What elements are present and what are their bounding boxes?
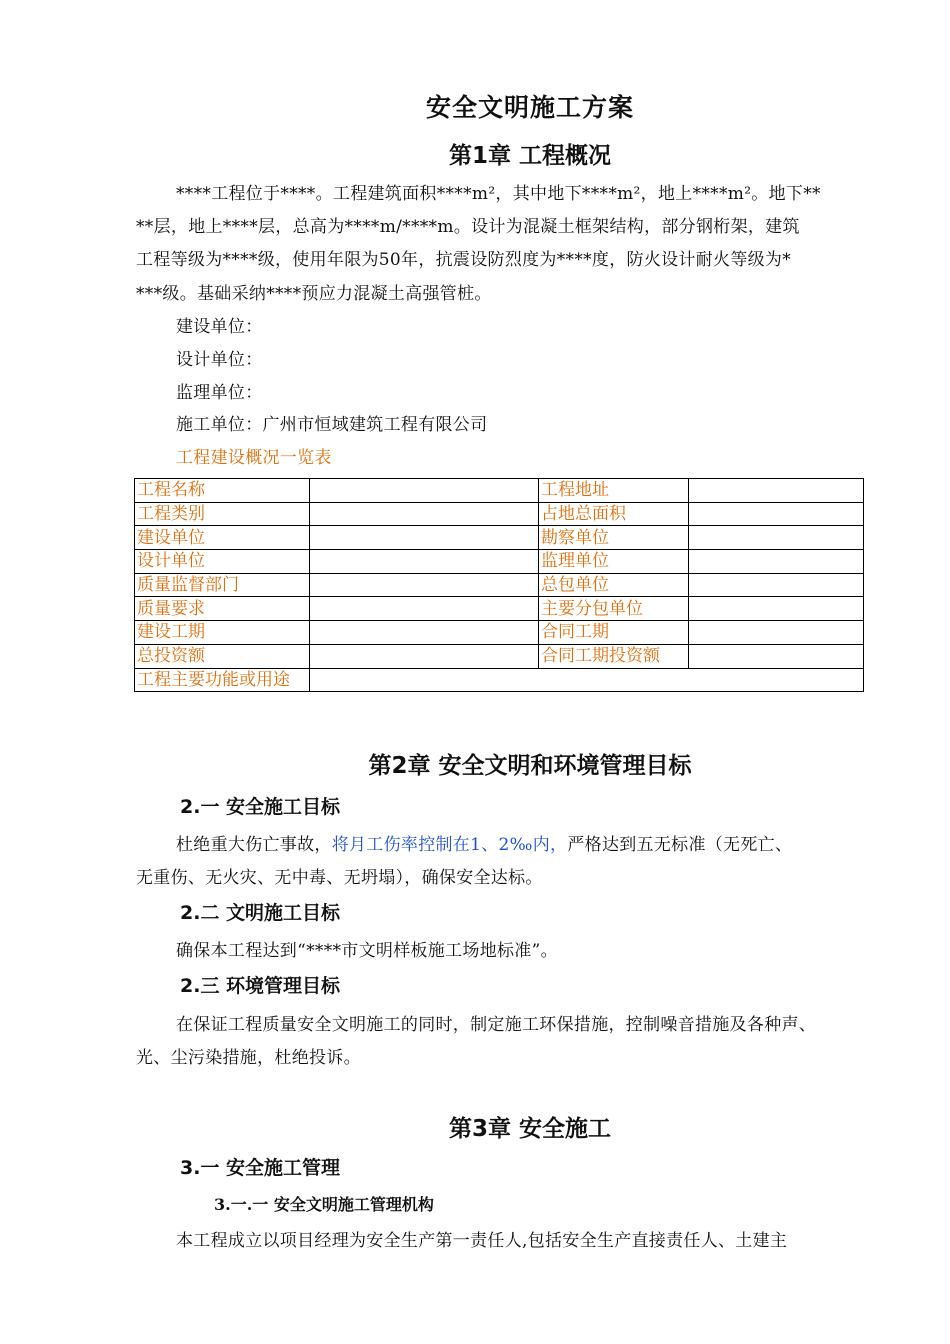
unit-contractor: 施工单位：广州市恒域建筑工程有限公司 <box>176 415 488 435</box>
subsection-3-1-1-heading: 3.一.一 安全文明施工管理机构 <box>214 1195 434 1214</box>
chapter1-heading: 第1章 工程概况 <box>448 143 611 169</box>
table-cell-label: 合同工期 <box>539 621 689 645</box>
section-3-1-heading: 3.一 安全施工管理 <box>180 1157 341 1179</box>
table-cell-value <box>310 479 539 503</box>
table-title: 工程建设概况一览表 <box>176 448 332 468</box>
chapter1-para-line-1: ****工程位于****。工程建筑面积****m²，其中地下****m²，地上****m²。地下** <box>176 184 821 204</box>
table-cell-label: 工程类别 <box>135 502 310 526</box>
chapter2-heading: 第2章 安全文明和环境管理目标 <box>368 753 692 779</box>
table-row <box>135 479 864 503</box>
table-row <box>135 526 864 550</box>
table-cell-value <box>689 644 864 668</box>
injury-rate-highlight: 将月工伤率控制在1、2‰内， <box>331 835 568 855</box>
section-2-1-line-1 <box>176 830 792 855</box>
table-cell-label: 质量监督部门 <box>135 573 310 597</box>
table-cell-value <box>689 526 864 550</box>
safety-goal-text-c: 严格达到五无标准（无死亡、 <box>567 835 793 855</box>
section-2-3-line-1: 在保证工程质量安全文明施工的同时，制定施工环保措施，控制噪音措施及各种声、 <box>176 1015 817 1035</box>
table-cell-value <box>689 621 864 645</box>
table-cell-value <box>310 668 864 692</box>
table-row <box>135 597 864 621</box>
table-row <box>135 621 864 645</box>
chapter1-para-line-3: 工程等级为****级，使用年限为50年，抗震设防烈度为****度，防火设计耐火等级为* <box>136 250 792 270</box>
section-2-3-heading: 2.三 环境管理目标 <box>180 975 341 997</box>
section-2-2-heading: 2.二 文明施工目标 <box>180 902 341 924</box>
table-cell-value <box>689 597 864 621</box>
table-cell-label: 工程名称 <box>135 479 310 503</box>
table-cell-value <box>310 573 539 597</box>
table-cell-value <box>310 550 539 574</box>
table-cell-value <box>689 502 864 526</box>
chapter1-para-line-4: ***级。基础采纳****预应力混凝土高强管桩。 <box>136 284 492 304</box>
chapter3-heading: 第3章 安全施工 <box>448 1116 611 1142</box>
table-cell-label: 勘察单位 <box>539 526 689 550</box>
unit-construction: 建设单位： <box>176 317 263 337</box>
section-2-2-line-1: 确保本工程达到“****市文明样板施工场地标准”。 <box>176 941 558 961</box>
table-cell-label: 监理单位 <box>539 550 689 574</box>
table-cell-label: 主要分包单位 <box>539 597 689 621</box>
table-row <box>135 644 864 668</box>
table-cell-label: 工程主要功能或用途 <box>135 668 310 692</box>
table-cell-label: 合同工期投资额 <box>539 644 689 668</box>
table-cell-value <box>689 573 864 597</box>
unit-supervision: 监理单位： <box>176 383 263 403</box>
table-cell-label: 占地总面积 <box>539 502 689 526</box>
table-row <box>135 573 864 597</box>
section-2-1-line-2: 无重伤、无火灾、无中毒、无坍塌），确保安全达标。 <box>136 868 543 888</box>
table-cell-label: 总包单位 <box>539 573 689 597</box>
table-cell-value <box>310 597 539 621</box>
section-2-1-heading: 2.一 安全施工目标 <box>180 796 341 818</box>
table-cell-value <box>310 644 539 668</box>
table-row <box>135 550 864 574</box>
safety-goal-text-a: 杜绝重大伤亡事故， <box>176 835 332 855</box>
document-title: 安全文明施工方案 <box>425 93 634 122</box>
table-cell-value <box>310 621 539 645</box>
table-cell-label: 质量要求 <box>135 597 310 621</box>
chapter1-para-line-2: **层，地上****层，总高为****m/****m。设计为混凝土框架结构，部分钢桁架，建筑 <box>136 217 800 237</box>
section-3-1-1-line-1: 本工程成立以项目经理为安全生产第一责任人,包括安全生产直接责任人、土建主 <box>176 1231 788 1251</box>
table-row <box>135 668 864 692</box>
unit-design: 设计单位： <box>176 350 263 370</box>
table-cell-label: 建设单位 <box>135 526 310 550</box>
table-cell-label: 建设工期 <box>135 621 310 645</box>
table-row <box>135 502 864 526</box>
section-2-3-line-2: 光、尘污染措施，杜绝投诉。 <box>136 1048 361 1068</box>
table-cell-label: 工程地址 <box>539 479 689 503</box>
table-cell-label: 设计单位 <box>135 550 310 574</box>
table-cell-label: 总投资额 <box>135 644 310 668</box>
project-overview-table <box>134 478 864 692</box>
table-cell-value <box>689 550 864 574</box>
table-cell-value <box>310 526 539 550</box>
table-cell-value <box>689 479 864 503</box>
table-cell-value <box>310 502 539 526</box>
